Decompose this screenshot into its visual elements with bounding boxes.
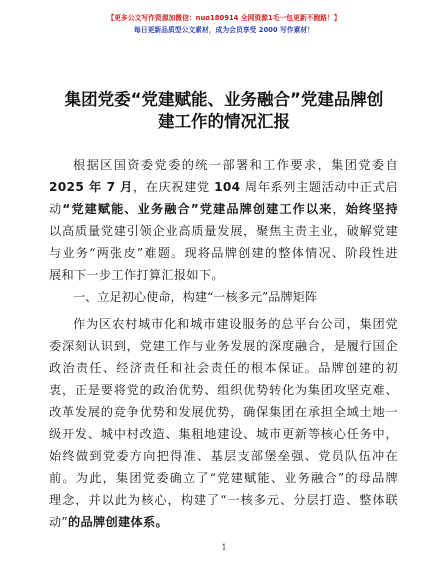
paragraph-2-line-5: 改革发展的竞争优势和发展优势，确保集团在承担全域土地一 <box>49 405 398 419</box>
paragraph-2-line-10: 动”的品牌创建体系。 <box>49 515 168 529</box>
anniversary-number: 104 <box>214 180 241 194</box>
promo-banner-top: 【更多公文写作资源加微信：nuo180914 全网资源1毛一包更新不跑路！】 <box>107 14 341 22</box>
paragraph-2-line-1: 作为区农村城市化和城市建设服务的总平台公司，集团党 <box>73 317 398 331</box>
paragraph-1-line-1: 根据区国资委党委的统一部署和工作要求，集团党委自 <box>73 158 398 172</box>
paragraph-1-line-6: 展和下一步工作打算汇报如下。 <box>49 268 224 282</box>
page-number: 1 <box>221 543 227 552</box>
paragraph-2-line-4: 衷，正是要将党的政治优势、组织优势转化为集团攻坚克难、 <box>49 383 398 397</box>
paragraph-1-line-5: 与业务“两张皮”难题。现将品牌创建的整体情况、阶段性进 <box>49 246 398 260</box>
paragraph-1-line-4: 以高质量党建引领企业高质量发展，聚焦主责主业，破解党建 <box>49 224 398 238</box>
document-title-line-1: 集团党委“党建赋能、业务融合”党建品牌创 <box>64 90 384 109</box>
date-emphasis: 2025 年 7 月 <box>49 180 133 194</box>
paragraph-2-line-7: 始终做到党委方向把得准、基层支部堡垒强、党员队伍冲在 <box>49 449 398 463</box>
paragraph-2-line-3: 政治责任、经济责任和社会责任的根本保证。品牌创建的初 <box>49 361 398 375</box>
paragraph-1-line-3: 动“党建赋能、业务融合”党建品牌创建工作以来，始终坚持 <box>49 202 398 216</box>
brand-name-emphasis: “党建赋能、业务融合”党建品牌创建工作以来 <box>62 202 333 216</box>
paragraph-2-line-6: 级开发、城中村改造、集租地建设、城市更新等核心任务中， <box>49 427 398 441</box>
document-title-line-2: 建工作的情况汇报 <box>158 112 290 131</box>
section-heading-1: 一、立足初心使命，构建“一核多元”品牌矩阵 <box>73 290 318 304</box>
promo-banner-sub: 每日更新品质型公文素材，成为会员享受 2000 写作素材！ <box>134 26 314 34</box>
commitment-emphasis: 始终坚持 <box>345 202 398 216</box>
paragraph-1-line-2: 2025 年 7 月，在庆祝建党 104 周年系列主题活动中正式启 <box>49 180 398 194</box>
paragraph-2-line-8: 前。为此，集团党委确立了“党建赋能、业务融合”的母品牌 <box>49 471 398 485</box>
paragraph-2-line-2: 委深刻认识到，党建工作与业务发展的深度融合，是履行国企 <box>49 339 398 353</box>
paragraph-2-line-9: 理念，并以此为核心，构建了“一核多元、分层打造、整体联 <box>49 493 398 507</box>
system-emphasis: 的品牌创建体系。 <box>68 515 168 529</box>
